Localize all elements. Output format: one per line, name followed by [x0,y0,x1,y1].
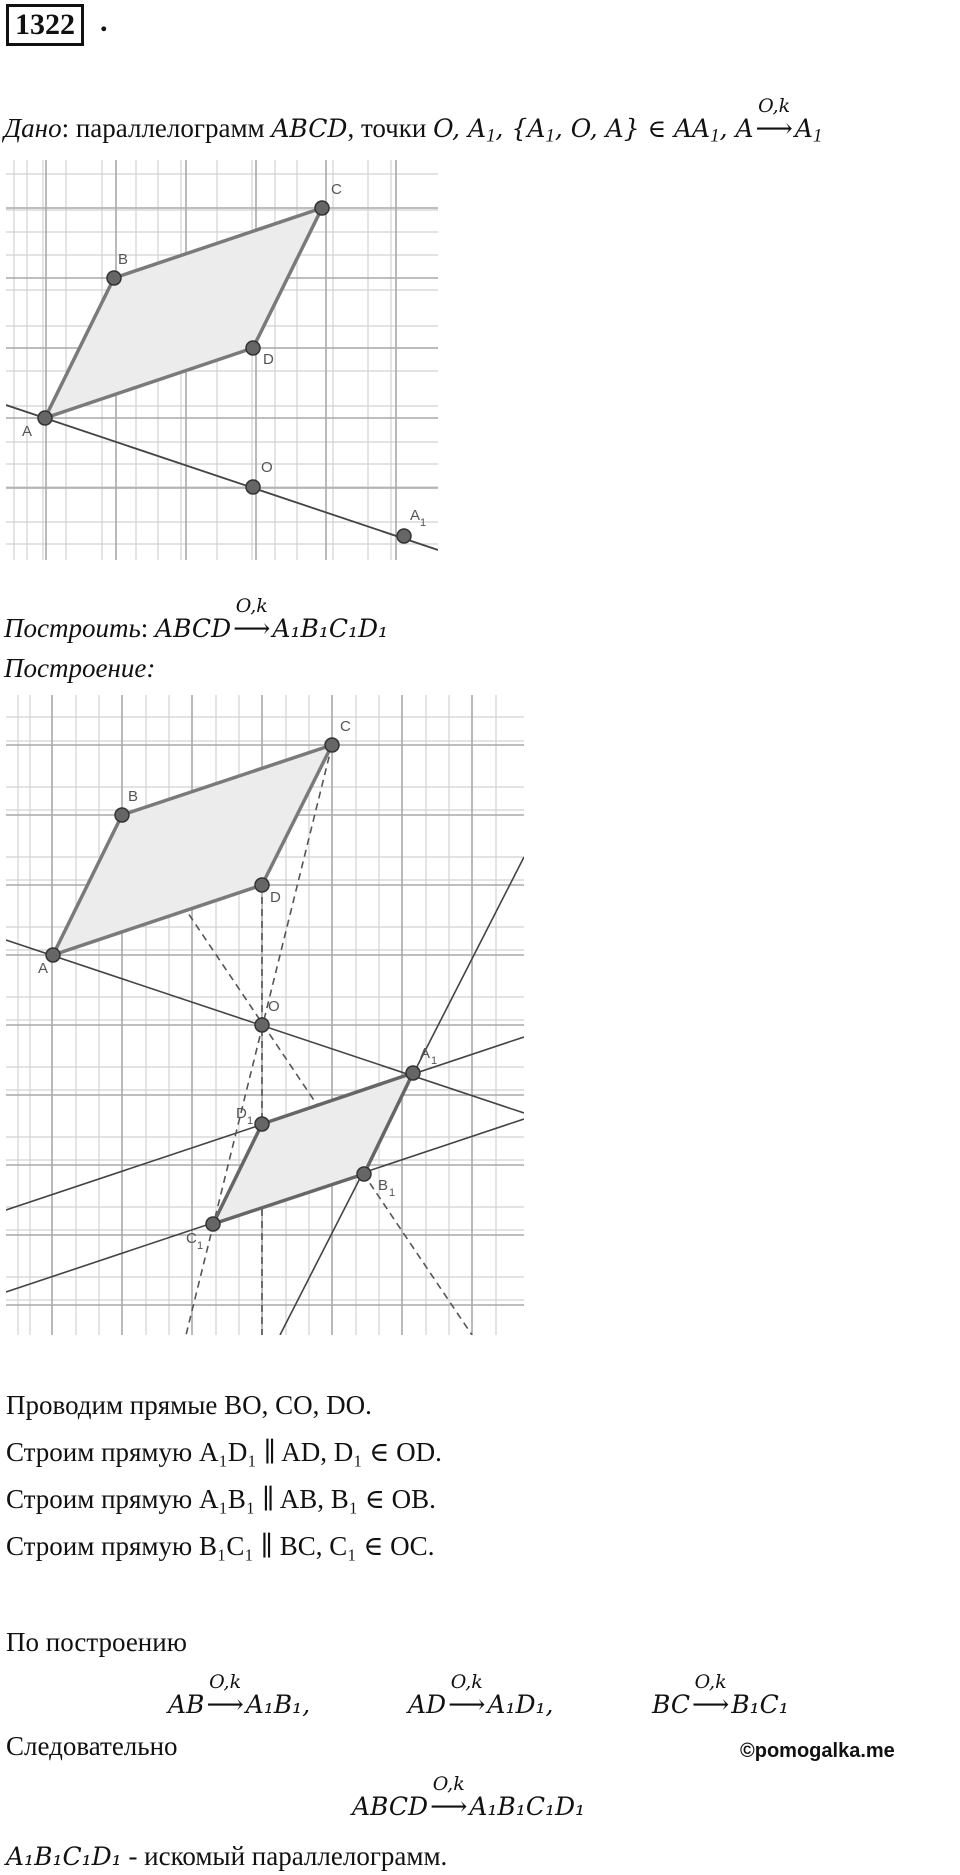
construct-arrow: O,k ⟶ [233,595,271,643]
step-2: Строим прямую A₁D₁ ∥ AD, D₁ ∈ OD. [6,1437,442,1467]
svg-text:1: 1 [431,1055,438,1067]
label-O: O [268,998,280,1015]
construction-label: Построение: [4,653,156,683]
label-B: B [118,251,129,268]
point-D1 [255,1117,269,1131]
given-membership: , {A [495,114,546,143]
final-mapping: ABCD O,k ⟶A₁B₁C₁D₁ [352,1773,586,1821]
point-A1 [397,529,411,543]
svg-text:1: 1 [197,1240,204,1252]
given-mapping-post: A [794,114,813,143]
mapping-AD: AD O,k ⟶A₁D₁, [408,1671,554,1719]
construct-right: A₁B₁C₁D₁ [272,614,389,643]
label-B: B [128,788,139,805]
given-membership-2: , O, A} ∈ AA [554,114,711,143]
point-A [38,411,52,425]
svg-text:1: 1 [247,1115,254,1127]
given-points-text: , точки [347,113,434,143]
label-D1: D [236,1105,247,1122]
label-C: C [340,718,351,735]
label-D: D [270,889,281,906]
given-text: : параллелограмм [61,113,272,143]
point-A1 [406,1066,420,1080]
point-C [325,738,339,752]
given-points: O, A [433,114,487,143]
mapping-AB: AB O,k ⟶A₁B₁, [168,1671,311,1719]
task-number: 1322 [6,4,84,46]
label-C: C [331,181,342,198]
label-A: A [38,960,49,977]
watermark: ©pomogalka.me [740,1740,895,1762]
point-O [246,480,260,494]
parallelogram-ABCD [45,208,322,418]
therefore: Следовательно [6,1731,178,1761]
point-D [246,341,260,355]
label-B1: B [378,1177,389,1194]
point-D [255,878,269,892]
given-arrow: O,k ⟶ [755,95,793,143]
conclusion: A₁B₁C₁D₁ - искомый параллелограмм. [6,1841,448,1871]
construct-label: Построить [4,613,141,643]
step-3: Строим прямую A₁B₁ ∥ AB, B₁ ∈ OB. [6,1484,436,1514]
line-AA1 [6,405,438,550]
construct-left: ABCD [155,614,232,643]
mapping-BC: BC O,k ⟶B₁C₁ [652,1671,789,1719]
given-line: Дано: параллелограмм ABCD, точки O, $A_1$, {$A_1$, O, A} ∈ $AA_1$, A O,k $⟶A_1$ [4,95,823,147]
step-1: Проводим прямые BO, CO, DO. [6,1390,372,1420]
point-B [107,271,121,285]
label-O: O [261,459,273,476]
task-number-dot: . [100,5,108,38]
point-A [46,948,60,962]
figure-construction [6,695,524,1335]
given-mapping-pre: , A [719,114,754,143]
point-C [315,201,329,215]
label-A1: A [420,1045,431,1062]
svg-text:1: 1 [389,1187,396,1199]
given-figure: ABCD [271,114,348,143]
label-A: A [22,423,33,440]
step-4: Строим прямую B₁C₁ ∥ BC, C₁ ∈ OC. [6,1531,435,1561]
point-O [255,1018,269,1032]
label-A1: A [410,507,421,524]
label-C1: C [186,1230,197,1247]
svg-text:1: 1 [420,517,427,529]
point-C1 [206,1217,220,1231]
point-B [115,808,129,822]
given-label: Дано [4,113,62,143]
construct-line: Построить: ABCD O,k ⟶A₁B₁C₁D₁ [4,595,389,643]
point-B1 [357,1167,371,1181]
figure-given [6,160,438,560]
label-D: D [263,351,274,368]
by-construction: По построению [6,1627,187,1657]
